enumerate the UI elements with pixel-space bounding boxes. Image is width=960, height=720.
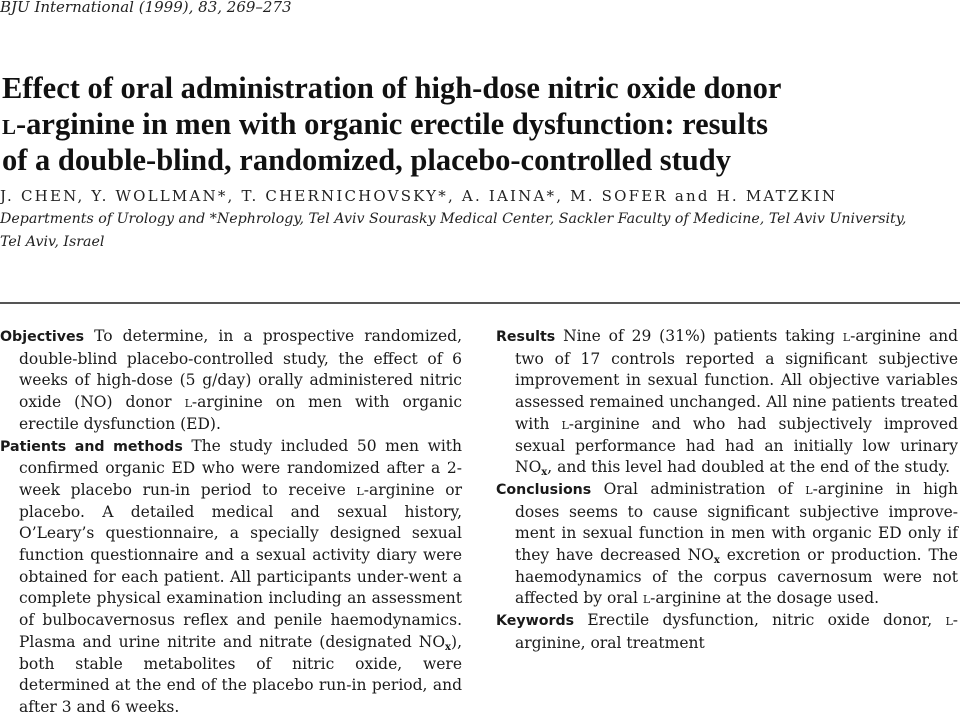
- journal-citation: BJU International (1999), 83, 269–273: [0, 0, 292, 16]
- keywords-heading: Keywords: [496, 613, 575, 630]
- keywords-l-prefix: l: [945, 611, 953, 630]
- conclusions-nox-subscript: x: [713, 555, 720, 567]
- objectives-text-1: To determine, in a prospective randomized, double-blind placebo-controlled study, the effect of 6 weeks of high-dose (5 g/day) orally administered nitric oxide (NO) donor: [19, 327, 462, 412]
- methods-text-2: -arginine or placebo. A detailed medical and sexual history, O’Leary’s questionnaire, a specially designed sexual function questionnaire and a sexual activity diary were obtained for each patient. All participants under-went a complete physical examination including an assessment of bulbocavernosus reflex and penile haemodynamics. Plasma and urine nitrite and nitrate (designated NO: [19, 480, 462, 651]
- results-l-prefix-2: l: [561, 414, 569, 433]
- methods-nox-subscript: x: [445, 641, 452, 653]
- methods-heading: Patients and methods: [0, 438, 183, 455]
- methods-l-prefix: l: [356, 480, 364, 499]
- conclusions-text-4: -arginine at the dosage used.: [650, 589, 880, 608]
- abstract-right-column: [496, 326, 958, 655]
- results-text-3: -arginine and who had subjectively improved sexual performance had had an initially low urinary NO: [515, 414, 958, 477]
- conclusions-heading: Conclusions: [496, 481, 592, 498]
- title-l-prefix: l: [2, 107, 17, 141]
- objectives-paragraph: [0, 326, 462, 436]
- methods-paragraph: [0, 436, 462, 719]
- author-list: J. CHEN, Y. WOLLMAN*, T. CHERNICHOVSKY*, A. IAINA*, M. SOFER and H. MATZKIN: [0, 187, 838, 205]
- conclusions-l-prefix-1: l: [805, 479, 813, 498]
- conclusions-l-prefix-2: l: [642, 589, 651, 608]
- results-text-1: Nine of 29 (31%) patients taking: [555, 327, 843, 345]
- title-line-3: of a double-blind, randomized, placebo-controlled study: [2, 143, 731, 177]
- conclusions-text-2: -arginine in high doses seems to cause significant subjective improve-ment in sexual function in men with organic ED only if they have decreased NO: [515, 479, 958, 565]
- results-text-4: , and this level had doubled at the end of the study.: [547, 458, 951, 477]
- article-title: [2, 70, 952, 178]
- results-text-2: -arginine and two of 17 controls reported a significant subjective improvement in sexual function. All objective variables assessed remained unchanged. All nine patients treated with: [515, 327, 958, 433]
- title-line-2: -arginine in men with organic erectile dysfunction: results: [16, 107, 769, 141]
- objectives-l-prefix: l: [184, 393, 192, 412]
- results-heading: Results: [496, 329, 556, 345]
- results-nox-subscript: x: [541, 467, 548, 479]
- methods-text-1: The study included 50 men with confirmed organic ED who were randomized after a 2-week placebo run-in period to receive: [19, 436, 462, 499]
- conclusions-paragraph: [496, 479, 958, 610]
- title-line-1: Effect of oral administration of high-dose nitric oxide donor: [2, 71, 782, 105]
- abstract-left-column: [0, 326, 462, 719]
- keywords-paragraph: [496, 610, 958, 654]
- conclusions-text-3: excretion or production. The haemodynamics of the corpus cavernosum were not affected by oral: [515, 546, 958, 608]
- keywords-text-1: Erectile dysfunction, nitric oxide donor,: [574, 611, 946, 630]
- header-divider: [0, 302, 960, 304]
- affiliation: Departments of Urology and *Nephrology, Tel Aviv Sourasky Medical Center, Sackler Faculty of Medicine, Tel Aviv University, Tel Aviv, Israel: [0, 211, 907, 250]
- results-paragraph: [496, 326, 958, 479]
- objectives-heading: Objectives: [0, 329, 85, 345]
- conclusions-text-1: Oral administration of: [591, 479, 806, 498]
- results-l-prefix-1: l: [842, 327, 851, 345]
- methods-text-3: ), both stable metabolites of nitric oxide, were determined at the end of the placebo run-in period, and after 3 and 6 weeks.: [19, 632, 462, 716]
- objectives-text-2: -arginine on men with organic erectile dysfunction (ED).: [19, 393, 463, 433]
- keywords-text-2: -arginine, oral treatment: [515, 611, 958, 652]
